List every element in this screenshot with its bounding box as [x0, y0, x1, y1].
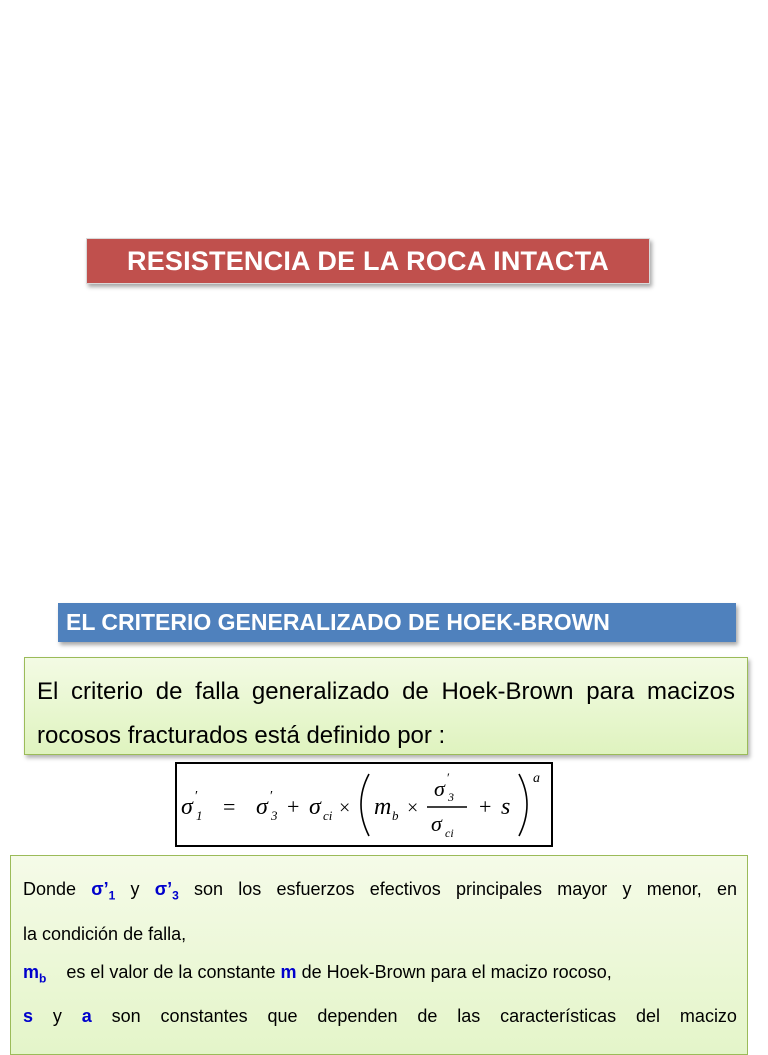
formula-right-paren — [519, 774, 527, 836]
intro-text: El criterio de falla generalizado de Hoek-Brown para macizos rocosos fracturados está definido por : — [37, 678, 735, 749]
formula-prime: ′ — [195, 789, 199, 804]
def-text: y — [130, 879, 140, 899]
definition-line-4 — [23, 997, 737, 1035]
formula-sigma-1: σ — [181, 794, 193, 820]
formula-prime: ′ — [447, 770, 450, 785]
symbol-sigma3: $\sigma’_3$ — [154, 879, 179, 903]
formula-sub-b: b — [392, 808, 399, 823]
formula-times: × — [407, 797, 419, 819]
formula-exponent-a: a — [533, 771, 540, 786]
formula-plus: + — [287, 794, 300, 819]
def-text: de Hoek-Brown para el macizo rocoso, — [301, 961, 612, 982]
definition-line-2: la condición de falla, — [23, 923, 187, 944]
formula-sub-ci: ci — [323, 808, 333, 823]
def-text: Donde — [23, 879, 77, 899]
definitions-box — [10, 855, 748, 1055]
def-text: es el valor de la constante — [66, 961, 276, 982]
formula-left-paren — [361, 774, 369, 836]
slide-title: RESISTENCIA DE LA ROCA INTACTA — [86, 238, 650, 284]
def-text: y — [52, 1006, 62, 1027]
formula-plus: + — [479, 794, 492, 819]
def-text: son los esfuerzos efectivos principales mayor y menor, en — [194, 879, 737, 899]
formula-sub-1: 1 — [196, 808, 203, 823]
symbol-s: s — [23, 1006, 34, 1027]
symbol-m: m — [280, 961, 297, 982]
symbol-mb: $m_b$ — [23, 961, 47, 986]
formula-frac-den-sub: ci — [445, 826, 454, 840]
formula-s: s — [501, 794, 511, 820]
formula-equals: = — [223, 794, 236, 819]
formula-frac-num-sub: 3 — [448, 790, 454, 804]
formula-times: × — [339, 797, 351, 819]
formula-sub-3: 3 — [271, 808, 278, 823]
definition-line-1 — [23, 870, 737, 915]
hoek-brown-formula — [175, 762, 553, 847]
symbol-sigma1: $\sigma’_1$ — [91, 879, 116, 903]
symbol-a: a — [81, 1006, 92, 1027]
formula-frac-num-sigma: σ — [434, 776, 445, 801]
definition-line-3 — [23, 953, 737, 998]
def-text: son constantes que dependen de las características del macizo — [111, 1006, 737, 1027]
intro-text-box — [24, 657, 748, 755]
formula-sigma-ci: σ — [309, 794, 321, 820]
formula-sigma-3: σ — [256, 794, 268, 820]
section-heading: EL CRITERIO GENERALIZADO DE HOEK-BROWN — [58, 603, 736, 642]
formula-prime: ′ — [270, 789, 274, 804]
formula-m: m — [374, 794, 392, 820]
formula-frac-den-sigma: σ — [431, 811, 442, 836]
